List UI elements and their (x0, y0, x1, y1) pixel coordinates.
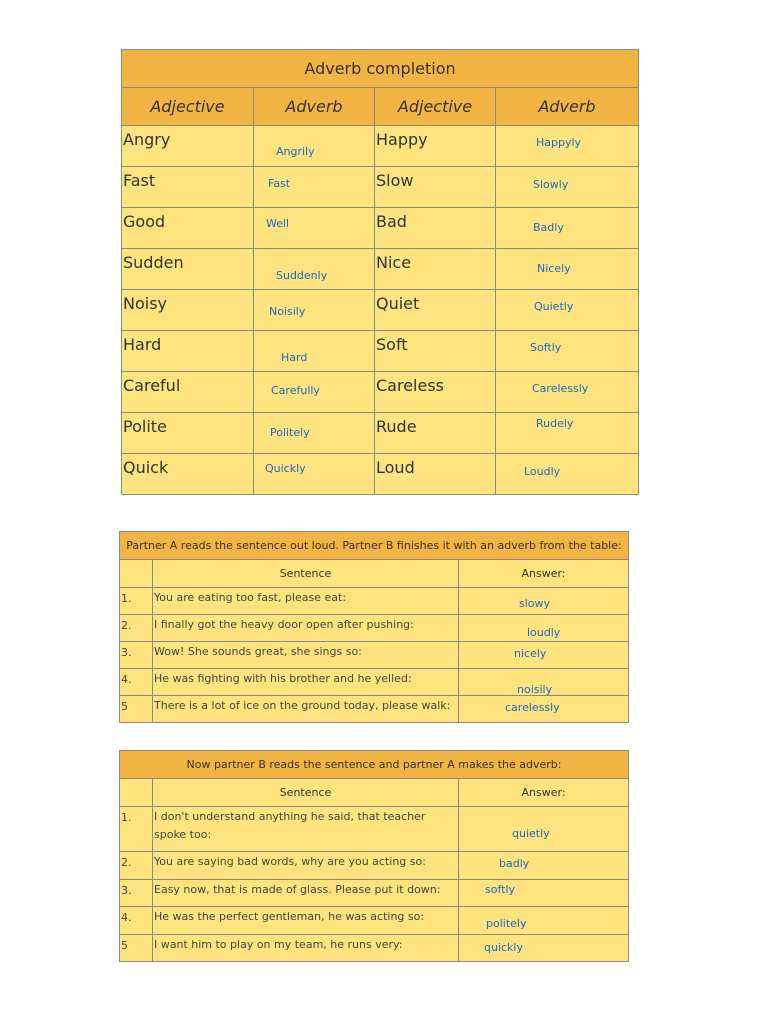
adverb-answer: Badly (533, 221, 564, 234)
table-row (120, 696, 629, 723)
adverb-answer: Quietly (534, 300, 574, 313)
adverb-answer: Carefully (271, 384, 320, 397)
adverb-answer: Carelessly (532, 382, 589, 395)
answer-text: politely (486, 917, 527, 930)
adjective-cell: Angry (122, 126, 254, 167)
adjective-cell: Bad (375, 208, 496, 249)
table-row (122, 372, 639, 413)
row-number: 3. (120, 642, 153, 669)
adverb-answer: Loudly (524, 465, 561, 478)
row-number: 4. (120, 907, 153, 935)
table-row (120, 588, 629, 615)
adverb-answer: Slowly (533, 178, 569, 191)
answer-text: quietly (512, 827, 550, 840)
adverb-completion-table (121, 49, 639, 495)
answer-text: carelessly (505, 701, 560, 714)
row-number: 3. (120, 880, 153, 907)
adjective-cell: Quick (122, 454, 254, 495)
partner-a-exercise-table (119, 531, 629, 723)
adjective-cell: Loud (375, 454, 496, 495)
adverb-answer: Hard (281, 351, 308, 364)
partner-b-exercise-table (119, 750, 629, 962)
adverb-answer: Politely (270, 426, 310, 439)
adjective-cell: Sudden (122, 249, 254, 290)
sentence-cell: You are saying bad words, why are you acting so: (153, 852, 459, 880)
sentence-cell: Wow! She sounds great, she sings so: (153, 642, 459, 669)
adverb-answer: Suddenly (276, 269, 328, 282)
adverb-answer: Fast (268, 177, 291, 190)
sentence-cell: I want him to play on my team, he runs very: (153, 935, 459, 962)
adjective-cell: Nice (375, 249, 496, 290)
column-header: Adjective (375, 88, 496, 126)
adjective-cell: Polite (122, 413, 254, 454)
adverb-answer: Softly (530, 341, 562, 354)
column-header: Adverb (496, 88, 639, 126)
table-row (122, 167, 639, 208)
sentence-cell: I finally got the heavy door open after pushing: (153, 615, 459, 642)
answer-text: softly (485, 883, 516, 896)
table-row (122, 249, 639, 290)
column-header-sentence: Sentence (153, 560, 459, 588)
column-header: Adverb (254, 88, 375, 126)
row-number: 1. (120, 807, 153, 852)
table-row (120, 852, 629, 880)
table-row (120, 807, 629, 852)
answer-text: noisily (517, 683, 553, 696)
sentence-cell: There is a lot of ice on the ground today, please walk: (153, 696, 459, 723)
row-number: 5 (120, 696, 153, 723)
table-row (120, 880, 629, 907)
adverb-answer: Quickly (265, 462, 306, 475)
row-number: 5 (120, 935, 153, 962)
row-number: 1. (120, 588, 153, 615)
adjective-cell: Rude (375, 413, 496, 454)
answer-text: nicely (514, 647, 547, 660)
table-row (122, 290, 639, 331)
table-row (122, 208, 639, 249)
table-row (122, 413, 639, 454)
adjective-cell: Hard (122, 331, 254, 372)
table-row (120, 669, 629, 696)
answer-text: quickly (484, 941, 523, 954)
adverb-answer: Noisily (269, 305, 306, 318)
sentence-cell: He was fighting with his brother and he yelled: (153, 669, 459, 696)
answer-text: loudly (527, 626, 561, 639)
adjective-cell: Quiet (375, 290, 496, 331)
adjective-cell: Slow (375, 167, 496, 208)
adjective-cell: Careless (375, 372, 496, 413)
adjective-cell: Soft (375, 331, 496, 372)
table-row (120, 907, 629, 935)
table-row (120, 935, 629, 962)
exercise-instructions: Now partner B reads the sentence and partner A makes the adverb: (120, 751, 629, 779)
table-row (122, 126, 639, 167)
sentence-cell: Easy now, that is made of glass. Please put it down: (153, 880, 459, 907)
table-row (122, 454, 639, 495)
adjective-cell: Noisy (122, 290, 254, 331)
exercise-instructions: Partner A reads the sentence out loud. Partner B finishes it with an adverb from the table: (120, 532, 629, 560)
column-header: Adjective (122, 88, 254, 126)
adjective-cell: Happy (375, 126, 496, 167)
table-row (120, 642, 629, 669)
table-row (122, 331, 639, 372)
column-header-answer: Answer: (459, 779, 629, 807)
adverb-answer: Angrily (276, 145, 315, 158)
column-header-answer: Answer: (459, 560, 629, 588)
sentence-cell: You are eating too fast, please eat: (153, 588, 459, 615)
column-header-sentence: Sentence (153, 779, 459, 807)
adjective-cell: Good (122, 208, 254, 249)
row-number: 4. (120, 669, 153, 696)
adjective-cell: Fast (122, 167, 254, 208)
adverb-answer: Well (266, 217, 290, 230)
sentence-cell: He was the perfect gentleman, he was acting so: (153, 907, 459, 935)
table-row (120, 615, 629, 642)
sentence-cell: I don't understand anything he said, that teacher spoke too: (153, 807, 459, 852)
adverb-answer: Nicely (537, 262, 571, 275)
adverb-answer: Rudely (536, 417, 574, 430)
row-number: 2. (120, 852, 153, 880)
answer-text: slowy (519, 597, 551, 610)
answer-text: badly (499, 857, 530, 870)
adverb-answer: Happyly (536, 136, 582, 149)
table-title: Adverb completion (122, 50, 639, 88)
adjective-cell: Careful (122, 372, 254, 413)
row-number: 2. (120, 615, 153, 642)
